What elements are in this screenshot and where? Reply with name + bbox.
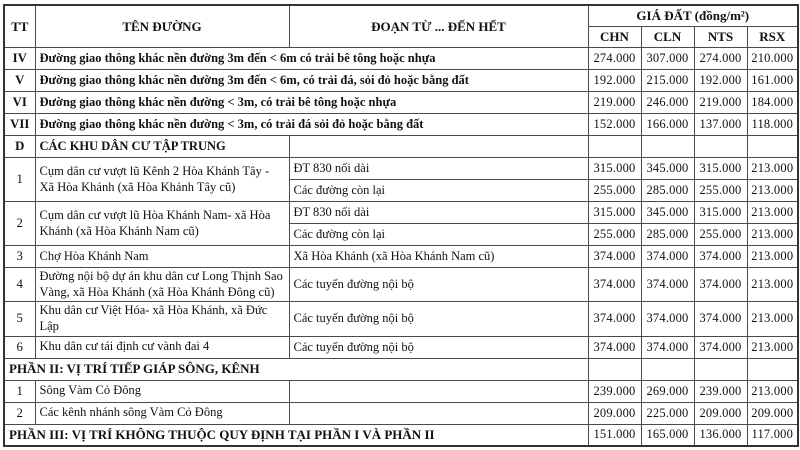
price-cell: 255.000: [694, 224, 747, 246]
street-name-cell: Khu dân cư Việt Hóa- xã Hòa Khánh, xã Đức Lập: [35, 302, 289, 336]
price-cell: 219.000: [588, 92, 641, 114]
price-cell: 285.000: [641, 224, 694, 246]
price-cell: 152.000: [588, 114, 641, 136]
price-cell: 213.000: [747, 246, 798, 268]
segment-cell: [289, 402, 588, 424]
price-cell: 213.000: [747, 302, 798, 336]
row-number-cell: 4: [4, 268, 35, 302]
table-row: [4, 114, 798, 136]
segment-cell: Các tuyến đường nội bộ: [289, 302, 588, 336]
price-cell: [694, 136, 747, 158]
price-cell: [747, 136, 798, 158]
price-cell: 137.000: [694, 114, 747, 136]
table-row: [4, 158, 798, 180]
part-title-cell: PHẦN III: VỊ TRÍ KHÔNG THUỘC QUY ĐỊNH TẠI PHẦN I VÀ PHẦN II: [4, 424, 588, 446]
price-cell: 374.000: [641, 246, 694, 268]
price-cell: 374.000: [588, 336, 641, 358]
street-name-cell: Cụm dân cư vượt lũ Kênh 2 Hòa Khánh Tây - Xã Hòa Khánh (xã Hòa Khánh Tây cũ): [35, 158, 289, 202]
table-row: [4, 358, 798, 380]
street-name-cell: Đường giao thông khác nền đường 3m đến < 6m, có trải đá, sỏi đỏ hoặc bằng đất: [35, 70, 588, 92]
price-cell: [641, 358, 694, 380]
price-cell: 136.000: [694, 424, 747, 446]
price-cell: 374.000: [641, 336, 694, 358]
price-cell: 307.000: [641, 48, 694, 70]
price-cell: 374.000: [694, 268, 747, 302]
street-name-cell: Đường nội bộ dự án khu dân cư Long Thịnh Sao Vàng, xã Hòa Khánh (xã Hòa Khánh Đông cũ): [35, 268, 289, 302]
table-header: [4, 5, 798, 48]
price-cell: 255.000: [588, 224, 641, 246]
price-cell: 255.000: [694, 180, 747, 202]
price-cell: 209.000: [747, 402, 798, 424]
price-cell: 213.000: [747, 268, 798, 302]
street-name-cell: Khu dân cư tái định cư vành đai 4: [35, 336, 289, 358]
price-cell: 210.000: [747, 48, 798, 70]
header-col-rsx: RSX: [747, 27, 798, 48]
price-cell: 274.000: [588, 48, 641, 70]
header-col-nts: NTS: [694, 27, 747, 48]
price-cell: 374.000: [588, 302, 641, 336]
header-col-chn: CHN: [588, 27, 641, 48]
street-name-cell: Các kênh nhánh sông Vàm Cỏ Đông: [35, 402, 289, 424]
price-cell: 209.000: [588, 402, 641, 424]
row-number-cell: 6: [4, 336, 35, 358]
table-row: [4, 380, 798, 402]
price-cell: 209.000: [694, 402, 747, 424]
segment-cell: Các đường còn lại: [289, 224, 588, 246]
price-cell: 192.000: [588, 70, 641, 92]
price-cell: [641, 136, 694, 158]
price-cell: 374.000: [694, 246, 747, 268]
price-cell: [588, 358, 641, 380]
street-name-cell: Chợ Hòa Khánh Nam: [35, 246, 289, 268]
row-number-cell: 1: [4, 158, 35, 202]
segment-cell: ĐT 830 nối dài: [289, 202, 588, 224]
price-cell: 118.000: [747, 114, 798, 136]
segment-cell: Các tuyến đường nội bộ: [289, 268, 588, 302]
price-cell: [588, 136, 641, 158]
street-name-cell: Sông Vàm Cỏ Đông: [35, 380, 289, 402]
row-number-cell: V: [4, 70, 35, 92]
row-number-cell: VII: [4, 114, 35, 136]
table-row: [4, 336, 798, 358]
row-number-cell: IV: [4, 48, 35, 70]
price-cell: 151.000: [588, 424, 641, 446]
price-cell: 215.000: [641, 70, 694, 92]
price-cell: 219.000: [694, 92, 747, 114]
part-title-cell: PHẦN II: VỊ TRÍ TIẾP GIÁP SÔNG, KÊNH: [4, 358, 588, 380]
row-number-cell: 3: [4, 246, 35, 268]
street-name-cell: Cụm dân cư vượt lũ Hòa Khánh Nam- xã Hòa Khánh (xã Hòa Khánh Nam cũ): [35, 202, 289, 246]
segment-cell: Các đường còn lại: [289, 180, 588, 202]
table-row: [4, 92, 798, 114]
section-title-cell: CÁC KHU DÂN CƯ TẬP TRUNG: [35, 136, 289, 158]
table-row: [4, 268, 798, 302]
table-row: [4, 302, 798, 336]
street-name-cell: Đường giao thông khác nền đường < 3m, có trải đá sỏi đỏ hoặc bằng đất: [35, 114, 588, 136]
table-row: [4, 424, 798, 446]
segment-cell: ĐT 830 nối dài: [289, 158, 588, 180]
header-col-cln: CLN: [641, 27, 694, 48]
price-cell: 165.000: [641, 424, 694, 446]
price-cell: 117.000: [747, 424, 798, 446]
price-cell: [694, 358, 747, 380]
price-cell: 213.000: [747, 336, 798, 358]
row-number-cell: 2: [4, 202, 35, 246]
price-cell: 374.000: [694, 336, 747, 358]
price-cell: 246.000: [641, 92, 694, 114]
segment-cell: [289, 380, 588, 402]
table-row: [4, 246, 798, 268]
table-row: [4, 202, 798, 224]
land-price-table: [3, 4, 799, 447]
price-cell: 315.000: [588, 158, 641, 180]
price-cell: 213.000: [747, 158, 798, 180]
street-name-cell: Đường giao thông khác nền đường < 3m, có trải bê tông hoặc nhựa: [35, 92, 588, 114]
price-cell: 374.000: [588, 268, 641, 302]
header-street-name: TÊN ĐƯỜNG: [35, 5, 289, 48]
price-cell: 315.000: [588, 202, 641, 224]
segment-cell: [289, 136, 588, 158]
price-cell: 285.000: [641, 180, 694, 202]
price-cell: 161.000: [747, 70, 798, 92]
price-cell: 315.000: [694, 158, 747, 180]
header-row-1: [4, 5, 798, 27]
row-number-cell: D: [4, 136, 35, 158]
price-cell: [747, 358, 798, 380]
price-cell: 225.000: [641, 402, 694, 424]
price-cell: 345.000: [641, 158, 694, 180]
header-price-group: GIÁ ĐẤT (đồng/m²): [588, 5, 798, 27]
price-cell: 213.000: [747, 380, 798, 402]
price-cell: 374.000: [694, 302, 747, 336]
header-segment: ĐOẠN TỪ ... ĐẾN HẾT: [289, 5, 588, 48]
price-cell: 213.000: [747, 224, 798, 246]
price-cell: 184.000: [747, 92, 798, 114]
price-cell: 274.000: [694, 48, 747, 70]
header-tt: TT: [4, 5, 35, 48]
price-cell: 269.000: [641, 380, 694, 402]
price-cell: 345.000: [641, 202, 694, 224]
street-name-cell: Đường giao thông khác nền đường 3m đến < 6m có trải bê tông hoặc nhựa: [35, 48, 588, 70]
table-row: [4, 402, 798, 424]
row-number-cell: 5: [4, 302, 35, 336]
row-number-cell: VI: [4, 92, 35, 114]
price-cell: 374.000: [588, 246, 641, 268]
price-cell: 166.000: [641, 114, 694, 136]
segment-cell: Xã Hòa Khánh (xã Hòa Khánh Nam cũ): [289, 246, 588, 268]
row-number-cell: 2: [4, 402, 35, 424]
price-cell: 239.000: [588, 380, 641, 402]
price-cell: 374.000: [641, 268, 694, 302]
price-cell: 374.000: [641, 302, 694, 336]
price-cell: 192.000: [694, 70, 747, 92]
table-row: [4, 48, 798, 70]
price-cell: 239.000: [694, 380, 747, 402]
price-cell: 213.000: [747, 180, 798, 202]
segment-cell: Các tuyến đường nội bộ: [289, 336, 588, 358]
row-number-cell: 1: [4, 380, 35, 402]
price-cell: 255.000: [588, 180, 641, 202]
price-cell: 315.000: [694, 202, 747, 224]
table-row: [4, 136, 798, 158]
price-cell: 213.000: [747, 202, 798, 224]
table-body: [4, 48, 798, 447]
table-row: [4, 70, 798, 92]
